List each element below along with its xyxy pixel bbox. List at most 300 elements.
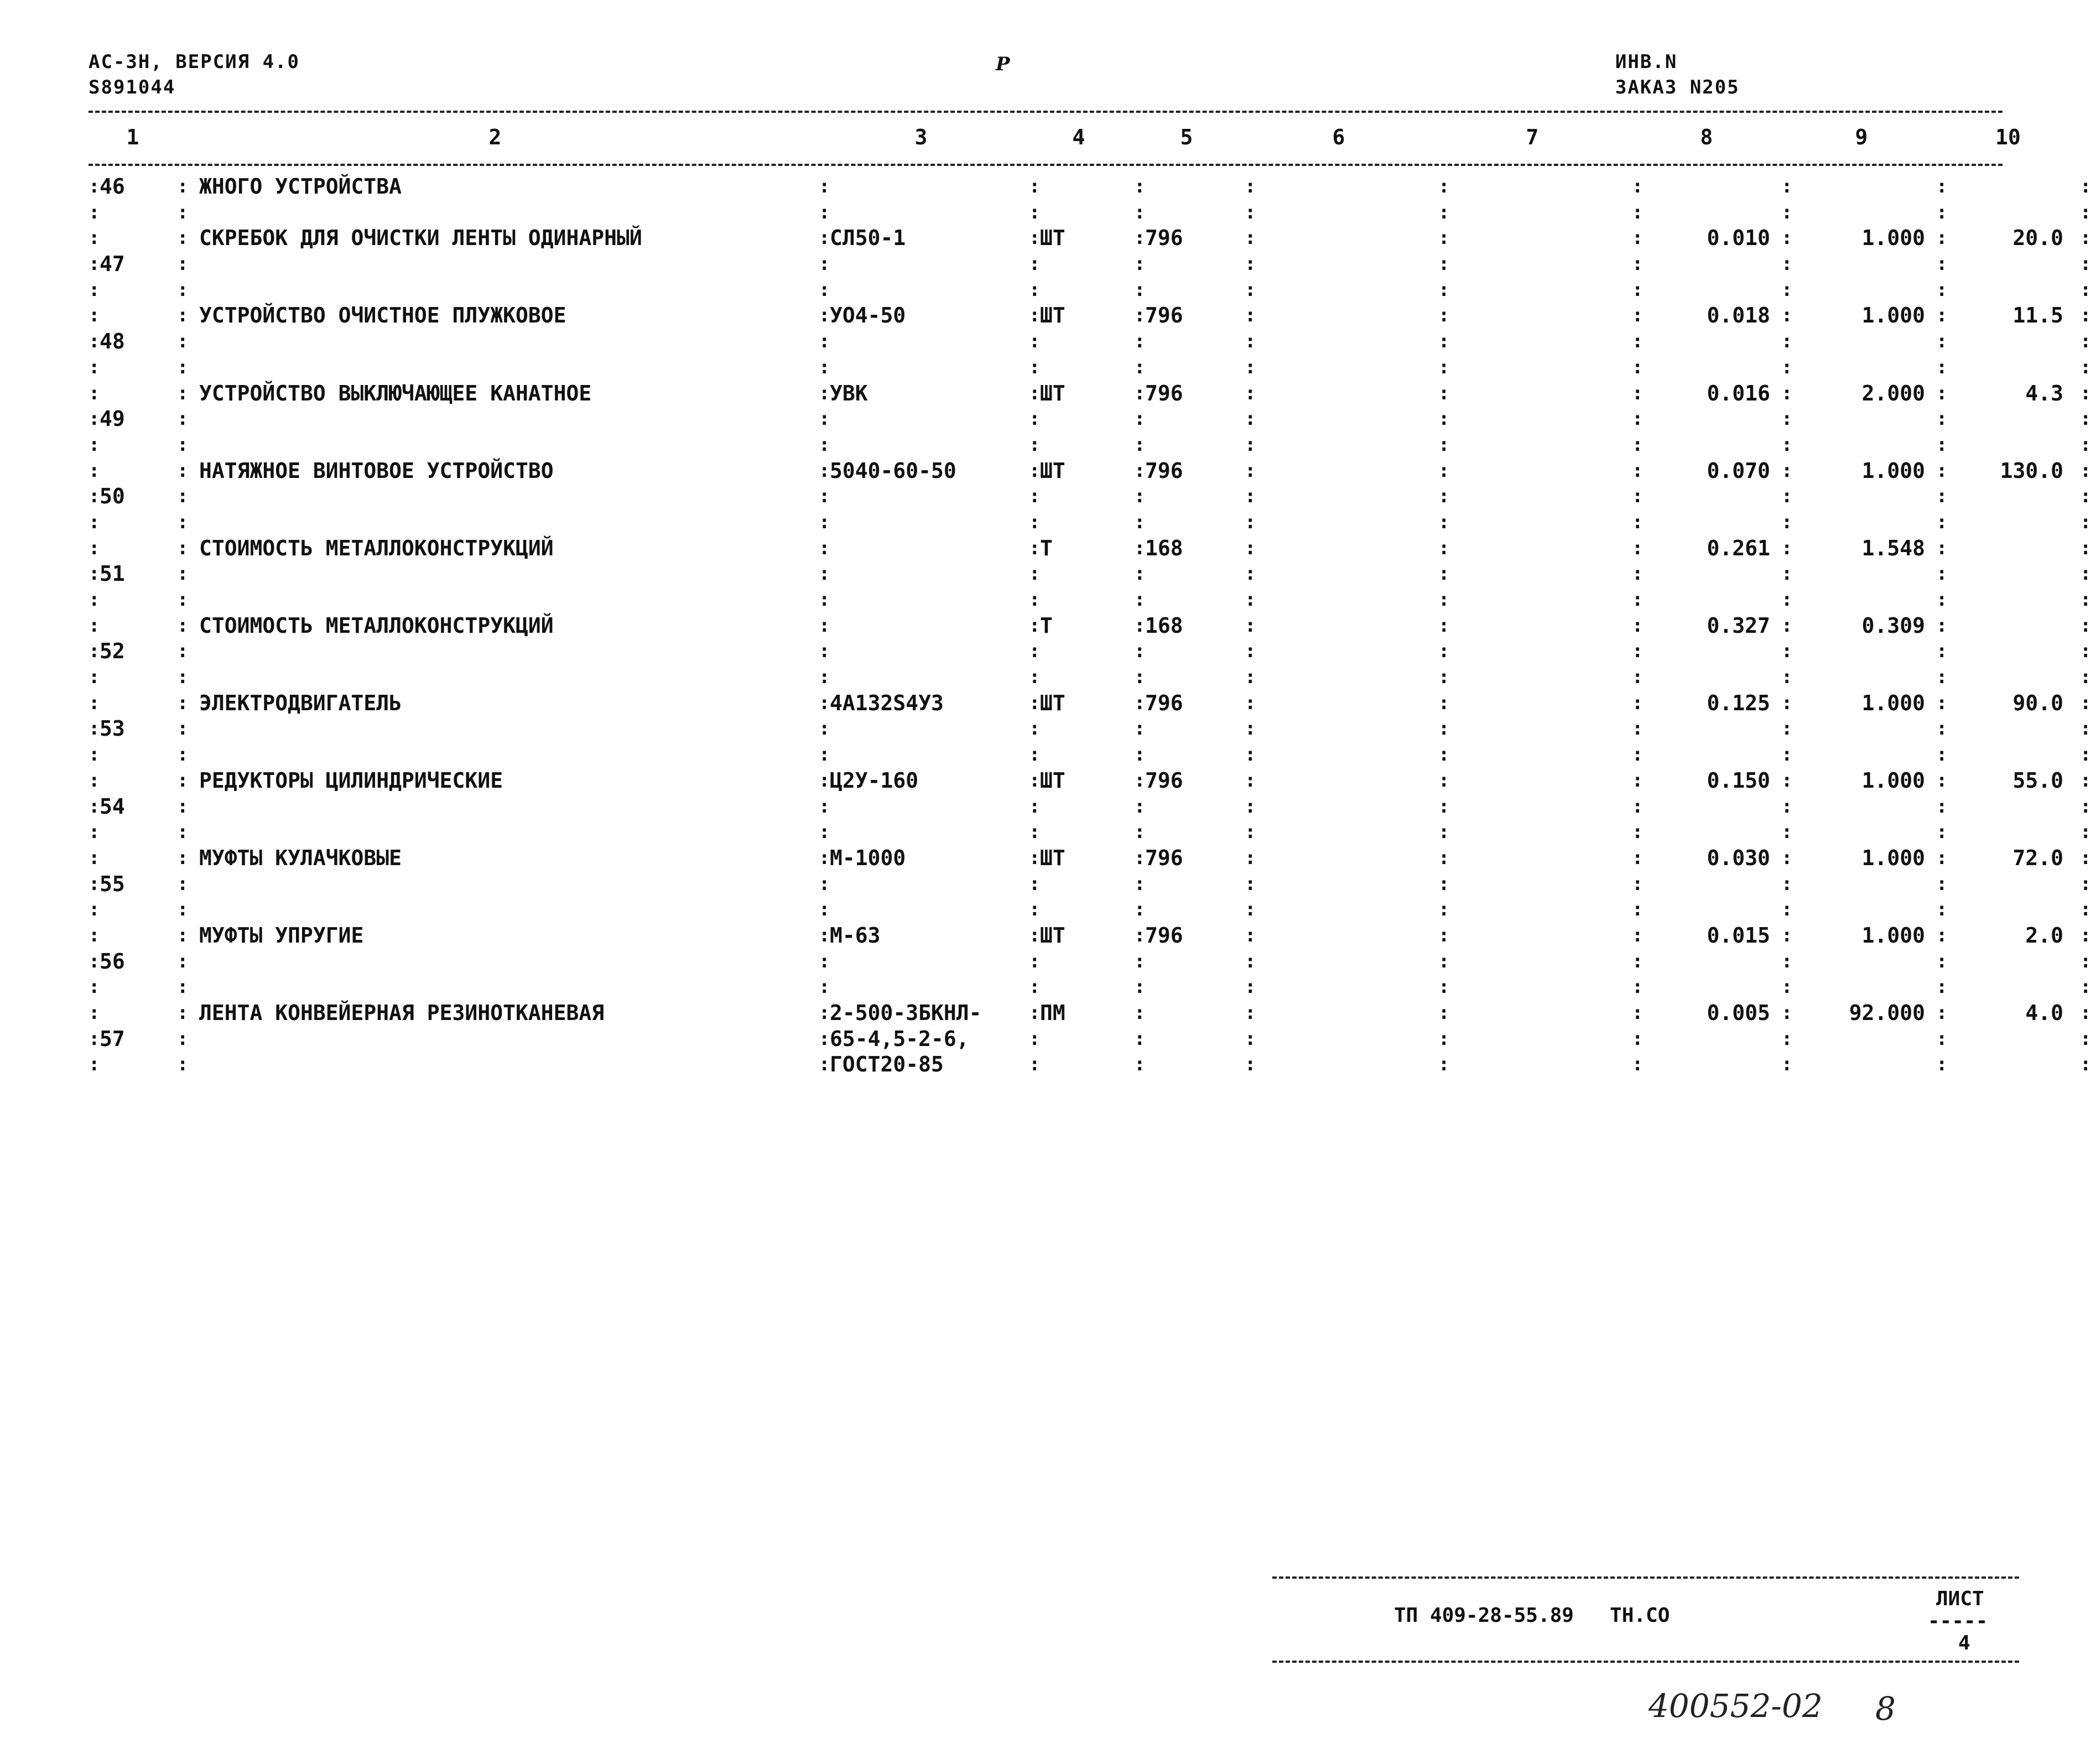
cell-c8: 0.030 [1707, 845, 1770, 870]
cell-c1: 49 [100, 407, 125, 431]
cell-c5 [1145, 509, 1234, 535]
column-separator: : [2080, 459, 2091, 482]
cell-c3 [830, 794, 1041, 819]
column-separator: : [1632, 872, 1643, 895]
column-separator: : [89, 1002, 100, 1024]
column-separator: : [1245, 976, 1256, 998]
program-code: S891044 [89, 76, 176, 98]
column-separator: : [1029, 227, 1041, 249]
cell-c10 [1947, 251, 2063, 277]
cell-c2: ЭЛЕКТРОДВИГАТЕЛЬ [199, 690, 402, 715]
column-separator: : [1245, 1002, 1256, 1024]
cell-c3 [830, 638, 1041, 664]
cell-c3 [830, 174, 1041, 199]
table-row [89, 200, 2091, 226]
cell-c9 [1792, 638, 1925, 664]
column-separator: : [1134, 356, 1146, 378]
program-version: АС-3Н, ВЕРСИЯ 4.0 [89, 51, 300, 73]
cell-c9: 1.000 [1861, 768, 1925, 793]
cell-c3: СЛ50-1 [830, 226, 906, 251]
cell-c2 [199, 483, 830, 509]
column-separator: : [1781, 459, 1793, 482]
column-separator: : [1936, 459, 1948, 482]
column-separator: : [819, 382, 830, 404]
cell-c4 [1040, 1052, 1128, 1077]
column-separator: : [1936, 846, 1948, 869]
column-separator: : [2080, 589, 2091, 611]
cell-c8 [1637, 716, 1770, 741]
column-separator: : [1632, 537, 1643, 559]
column-separator: : [1936, 253, 1948, 275]
cell-c10 [1947, 897, 2063, 922]
column-separator: : [89, 821, 100, 844]
cell-c4 [1040, 819, 1128, 845]
column-separator: : [2080, 433, 2091, 456]
column-separator: : [177, 769, 189, 792]
column-separator: : [1134, 201, 1146, 223]
column-separator: : [1632, 691, 1643, 714]
column-separator: : [1029, 691, 1041, 714]
cell-c8: 0.010 [1707, 226, 1770, 251]
column-separator: : [1936, 278, 1948, 301]
column-separator: : [2080, 1002, 2091, 1024]
cell-c1 [100, 742, 189, 767]
column-separator: : [819, 976, 830, 998]
column-separator: : [819, 433, 830, 456]
cell-c5 [1145, 355, 1234, 380]
cell-c4 [1040, 871, 1128, 897]
cell-c9 [1792, 1052, 1925, 1077]
column-separator: : [1438, 898, 1450, 921]
cell-c10: 55.0 [2012, 768, 2063, 793]
cell-c9 [1792, 406, 1925, 431]
column-separator: : [819, 821, 830, 844]
column-separator: : [177, 253, 189, 275]
cell-c10 [1947, 432, 2063, 457]
cell-c4 [1040, 200, 1128, 225]
cell-c5 [1145, 251, 1234, 277]
column-separator: : [1781, 330, 1793, 353]
column-separator: : [89, 614, 100, 637]
column-separator: : [1632, 717, 1643, 740]
column-separator: : [1781, 408, 1793, 430]
column-separator: : [1936, 950, 1948, 972]
column-separator: : [1936, 1002, 1948, 1024]
column-separator: : [1134, 769, 1146, 792]
column-separator: : [1245, 537, 1256, 559]
column-separator: : [177, 640, 189, 663]
column-separator: : [1029, 743, 1041, 766]
cell-c2 [199, 949, 830, 974]
cell-c1: 57 [100, 1026, 125, 1051]
cell-c2: УСТРОЙСТВО ОЧИСТНОЕ ПЛУЖКОВОЕ [199, 303, 566, 328]
table-row [89, 1000, 2091, 1026]
column-separator: : [819, 485, 830, 508]
table-row [89, 587, 2091, 613]
column-separator: : [1029, 356, 1041, 378]
column-separator: : [1245, 846, 1256, 869]
column-separator: : [1134, 511, 1146, 533]
column-separator: : [2080, 872, 2091, 895]
cell-c3 [830, 974, 1041, 1000]
column-separator: : [1029, 666, 1041, 689]
column-separator: : [1245, 433, 1256, 456]
column-separator: : [1632, 640, 1643, 663]
cell-c4 [1040, 174, 1128, 199]
column-separator: : [1438, 1002, 1450, 1024]
column-separator: : [1134, 589, 1146, 611]
table-row [89, 225, 2091, 251]
col-num-3: 3 [914, 125, 928, 149]
cell-c1 [100, 225, 189, 251]
column-separator: : [177, 589, 189, 611]
table-row [89, 664, 2091, 690]
cell-c8 [1637, 174, 1770, 199]
cell-c4: ШТ [1040, 226, 1065, 251]
cell-c10 [1947, 638, 2063, 664]
cell-c10 [1947, 355, 2063, 380]
column-separator: : [1134, 821, 1146, 844]
column-separator: : [89, 589, 100, 611]
column-separator: : [1781, 253, 1793, 275]
column-separator: : [1438, 950, 1450, 972]
cell-c9 [1792, 587, 1925, 612]
column-separator: : [1781, 976, 1793, 998]
column-separator: : [1632, 1053, 1643, 1076]
cell-c2: НАТЯЖНОЕ ВИНТОВОЕ УСТРОЙСТВО [199, 458, 554, 483]
column-separator: : [89, 485, 100, 508]
cell-c5 [1145, 742, 1234, 767]
cell-c3: 2-500-3БКНЛ- [830, 1001, 982, 1025]
column-separator: : [1029, 769, 1041, 792]
cell-c9: 0.309 [1861, 613, 1925, 638]
column-separator: : [1134, 640, 1146, 663]
cell-c3 [830, 251, 1041, 277]
column-separator: : [1245, 511, 1256, 533]
cell-c9 [1792, 664, 1925, 690]
column-separator: : [1936, 666, 1948, 689]
column-separator: : [1029, 795, 1041, 818]
col-num-2: 2 [488, 125, 502, 149]
column-separator: : [89, 433, 100, 456]
column-separator: : [1781, 769, 1793, 792]
cell-c4 [1040, 561, 1128, 586]
column-separator: : [819, 459, 830, 482]
cell-c3 [830, 432, 1041, 457]
column-separator: : [89, 950, 100, 972]
column-separator: : [1632, 356, 1643, 378]
column-separator: : [1245, 304, 1256, 327]
column-separator: : [1632, 563, 1643, 585]
column-separator: : [1134, 846, 1146, 869]
column-separator: : [819, 1002, 830, 1024]
table-row [89, 897, 2091, 923]
column-separator: : [819, 898, 830, 921]
column-separator: : [177, 743, 189, 766]
column-separator: : [1781, 821, 1793, 844]
column-separator: : [1438, 433, 1450, 456]
column-separator: : [89, 795, 100, 818]
cell-c1 [100, 277, 189, 303]
column-separator: : [1438, 563, 1450, 585]
column-separator: : [1438, 330, 1450, 353]
table-row [89, 794, 2091, 820]
cell-c3: 65-4,5-2-6, [830, 1026, 969, 1051]
column-separator: : [1936, 201, 1948, 223]
column-separator: : [1134, 717, 1146, 740]
doc-type: ТН.СО [1610, 1604, 1670, 1627]
cell-c9: 92.000 [1849, 1001, 1925, 1025]
column-separator: : [1781, 433, 1793, 456]
cell-c9 [1792, 355, 1925, 380]
column-separator: : [1029, 278, 1041, 301]
cell-c8: 0.018 [1707, 303, 1770, 328]
cell-c10 [1947, 587, 2063, 612]
specification-table [89, 119, 2091, 1078]
column-separator: : [1632, 253, 1643, 275]
column-separator: : [1936, 976, 1948, 998]
cell-c10: 4.3 [2025, 381, 2063, 405]
column-separator: : [819, 563, 830, 585]
column-separator: : [1029, 175, 1041, 197]
column-separator: : [1245, 227, 1256, 249]
column-separator: : [2080, 640, 2091, 663]
cell-c1: 54 [100, 794, 125, 819]
column-separator: : [1781, 485, 1793, 508]
cell-c4 [1040, 329, 1128, 354]
cell-c5: 796 [1145, 458, 1183, 483]
cell-c10 [1947, 742, 2063, 767]
cell-c4 [1040, 432, 1128, 457]
table-row [89, 355, 2091, 381]
table-row [89, 949, 2091, 975]
cell-c8: 0.125 [1707, 690, 1770, 715]
column-separator: : [177, 511, 189, 533]
column-separator: : [1781, 175, 1793, 197]
column-separator: : [819, 950, 830, 972]
cell-c9 [1792, 174, 1925, 199]
column-separator: : [1438, 691, 1450, 714]
column-separator: : [1134, 614, 1146, 637]
cell-c2 [199, 200, 830, 225]
cell-c9 [1792, 974, 1925, 1000]
cell-c5: 796 [1145, 381, 1183, 405]
column-separator: : [89, 924, 100, 946]
column-separator: : [819, 537, 830, 559]
table-row [89, 406, 2091, 432]
cell-c10 [1947, 819, 2063, 845]
cell-c5 [1145, 871, 1234, 897]
column-separator: : [1134, 743, 1146, 766]
column-separator: : [1936, 485, 1948, 508]
cell-c2 [199, 794, 830, 819]
column-separator: : [1936, 511, 1948, 533]
cell-c2 [199, 1026, 830, 1052]
column-separator: : [1781, 511, 1793, 533]
table-row [89, 690, 2091, 716]
column-separator: : [1781, 743, 1793, 766]
column-number-row [89, 119, 2021, 155]
cell-c9 [1792, 949, 1925, 974]
cell-c4 [1040, 638, 1128, 664]
cell-c9 [1792, 432, 1925, 457]
cell-c3: М-63 [830, 923, 881, 948]
column-separator: : [89, 227, 100, 249]
column-separator: : [1438, 1027, 1450, 1050]
cell-c9: 1.000 [1861, 845, 1925, 870]
cell-c4 [1040, 406, 1128, 431]
column-separator: : [177, 408, 189, 430]
cell-c3: М-1000 [830, 845, 906, 870]
cell-c5 [1145, 897, 1234, 922]
table-row [89, 923, 2091, 949]
column-separator: : [1029, 485, 1041, 508]
cell-c8: 0.150 [1707, 768, 1770, 793]
column-separator: : [2080, 485, 2091, 508]
column-separator: : [177, 976, 189, 998]
column-separator: : [2080, 691, 2091, 714]
column-separator: : [1632, 485, 1643, 508]
col-num-6: 6 [1332, 125, 1345, 149]
cell-c10 [1947, 974, 2063, 1000]
cell-c10 [1947, 535, 2063, 561]
column-separator: : [177, 382, 189, 404]
cell-c8 [1637, 587, 1770, 612]
cell-c8 [1637, 742, 1770, 767]
cell-c1: 53 [100, 716, 125, 741]
cell-c4 [1040, 716, 1128, 741]
cell-c2 [199, 432, 830, 457]
column-separator: : [1029, 433, 1041, 456]
rule-top [89, 111, 2002, 113]
cell-c4 [1040, 949, 1128, 974]
column-separator: : [1134, 485, 1146, 508]
column-separator: : [177, 356, 189, 378]
column-separator: : [1134, 976, 1146, 998]
column-separator: : [1134, 278, 1146, 301]
column-separator: : [1936, 743, 1948, 766]
cell-c5 [1145, 200, 1234, 225]
column-separator: : [177, 175, 189, 197]
column-separator: : [1245, 769, 1256, 792]
column-separator: : [1245, 278, 1256, 301]
column-separator: : [1245, 175, 1256, 197]
column-separator: : [89, 1053, 100, 1076]
column-separator: : [2080, 278, 2091, 301]
cell-c3 [830, 561, 1041, 586]
column-separator: : [1029, 459, 1041, 482]
cell-c5 [1145, 1052, 1234, 1077]
column-separator: : [1781, 898, 1793, 921]
column-separator: : [1936, 924, 1948, 946]
cell-c8 [1637, 871, 1770, 897]
cell-c9: 1.000 [1861, 458, 1925, 483]
cell-c1: 48 [100, 329, 125, 354]
column-separator: : [819, 640, 830, 663]
column-separator: : [2080, 666, 2091, 689]
column-separator: : [2080, 408, 2091, 430]
cell-c2: ЛЕНТА КОНВЕЙЕРНАЯ РЕЗИНОТКАНЕВАЯ [199, 1001, 605, 1025]
column-separator: : [1632, 1027, 1643, 1050]
column-separator: : [1029, 382, 1041, 404]
column-separator: : [1029, 717, 1041, 740]
cell-c2: РЕДУКТОРЫ ЦИЛИНДРИЧЕСКИЕ [199, 768, 503, 793]
table-row [89, 974, 2091, 1000]
cell-c4 [1040, 974, 1128, 1000]
cell-c10: 4.0 [2025, 1001, 2063, 1025]
designation: ТП 409-28-55.89 [1394, 1604, 1574, 1627]
column-separator: : [2080, 537, 2091, 559]
column-separator: : [1632, 304, 1643, 327]
cell-c1: 50 [100, 484, 125, 509]
cell-c5 [1145, 432, 1234, 457]
cell-c4 [1040, 509, 1128, 535]
column-separator: : [1134, 459, 1146, 482]
column-separator: : [1134, 872, 1146, 895]
cell-c3: Ц2У-160 [830, 768, 919, 793]
column-separator: : [1029, 1002, 1041, 1024]
cell-c4: ШТ [1040, 381, 1065, 405]
column-separator: : [1781, 614, 1793, 637]
cell-c10 [1947, 613, 2063, 638]
cell-c3 [830, 819, 1041, 845]
cell-c3 [830, 406, 1041, 431]
column-separator: : [1438, 382, 1450, 404]
column-separator: : [177, 795, 189, 818]
column-separator: : [1029, 511, 1041, 533]
cell-c2 [199, 277, 830, 303]
column-separator: : [1936, 175, 1948, 197]
column-separator: : [89, 872, 100, 895]
cell-c3 [830, 613, 1041, 638]
cell-c9 [1792, 251, 1925, 277]
cell-c3 [830, 277, 1041, 303]
cell-c5: 796 [1145, 303, 1183, 328]
cell-c5: 796 [1145, 690, 1183, 715]
column-separator: : [1438, 769, 1450, 792]
column-separator: : [1781, 227, 1793, 249]
column-separator: : [819, 356, 830, 378]
column-separator: : [1632, 950, 1643, 972]
column-separator: : [1134, 330, 1146, 353]
column-separator: : [1438, 175, 1450, 197]
column-separator: : [2080, 201, 2091, 223]
column-separator: : [819, 743, 830, 766]
cell-c8: 0.016 [1707, 381, 1770, 405]
column-separator: : [177, 563, 189, 585]
table-row [89, 381, 2091, 407]
cell-c3: ГОСТ20-85 [830, 1052, 944, 1077]
column-separator: : [177, 278, 189, 301]
column-separator: : [89, 304, 100, 327]
column-separator: : [89, 1027, 100, 1050]
cell-c2 [199, 819, 830, 845]
column-separator: : [1438, 278, 1450, 301]
column-separator: : [89, 537, 100, 559]
column-separator: : [1134, 950, 1146, 972]
cell-c9 [1792, 329, 1925, 354]
column-separator: : [89, 976, 100, 998]
column-separator: : [1781, 201, 1793, 223]
cell-c5 [1145, 1000, 1234, 1026]
column-separator: : [1029, 201, 1041, 223]
cell-c1 [100, 974, 189, 1000]
column-separator: : [2080, 614, 2091, 637]
cell-c4 [1040, 742, 1128, 767]
cell-c10 [1947, 509, 2063, 535]
column-separator: : [1936, 821, 1948, 844]
column-separator: : [1936, 356, 1948, 378]
